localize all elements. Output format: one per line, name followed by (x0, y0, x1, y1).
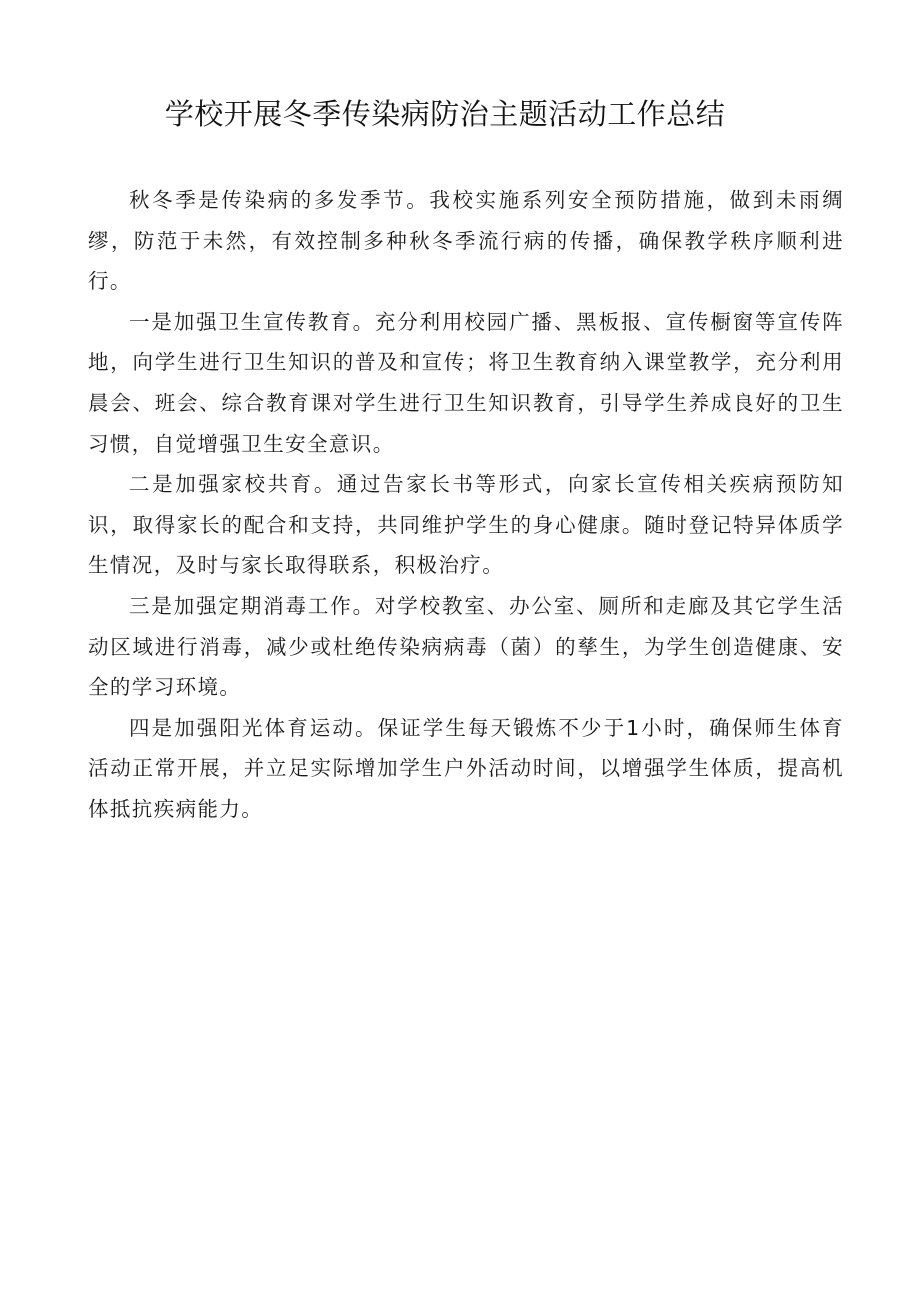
paragraph-disinfection: 三是加强定期消毒工作。对学校教室、办公室、厕所和走廊及其它学生活动区域进行消毒，减少或杜绝传染病病毒（菌）的孳生，为学生创造健康、安全的学习环境。 (88, 593, 844, 700)
paragraph-intro: 秋冬季是传染病的多发季节。我校实施系列安全预防措施，做到未雨绸缪，防范于未然，有效控制多种秋冬季流行病的传播，确保教学秩序顺利进行。 (88, 188, 844, 294)
document-title: 学校开展冬季传染病防治主题活动工作总结 (164, 97, 726, 131)
document-body (88, 180, 844, 830)
paragraph-home-school: 二是加强家校共育。通过告家长书等形式，向家长宣传相关疾病预防知识，取得家长的配合和支持，共同维护学生的身心健康。随时登记特异体质学生情况，及时与家长取得联系，积极治疗。 (88, 472, 844, 578)
paragraph-health-education: 一是加强卫生宣传教育。充分利用校园广播、黑板报、宣传橱窗等宣传阵地，向学生进行卫生知识的普及和宣传；将卫生教育纳入课堂教学，充分利用晨会、班会、综合教育课对学生进行卫生知识教育，引导学生养成良好的卫生习惯，自觉增强卫生安全意识。 (88, 309, 844, 456)
paragraph-sports: 四是加强阳光体育运动。保证学生每天锻炼不少于1小时，确保师生体育活动正常开展，并立足实际增加学生户外活动时间，以增强学生体质，提高机体抵抗疾病能力。 (88, 715, 844, 821)
